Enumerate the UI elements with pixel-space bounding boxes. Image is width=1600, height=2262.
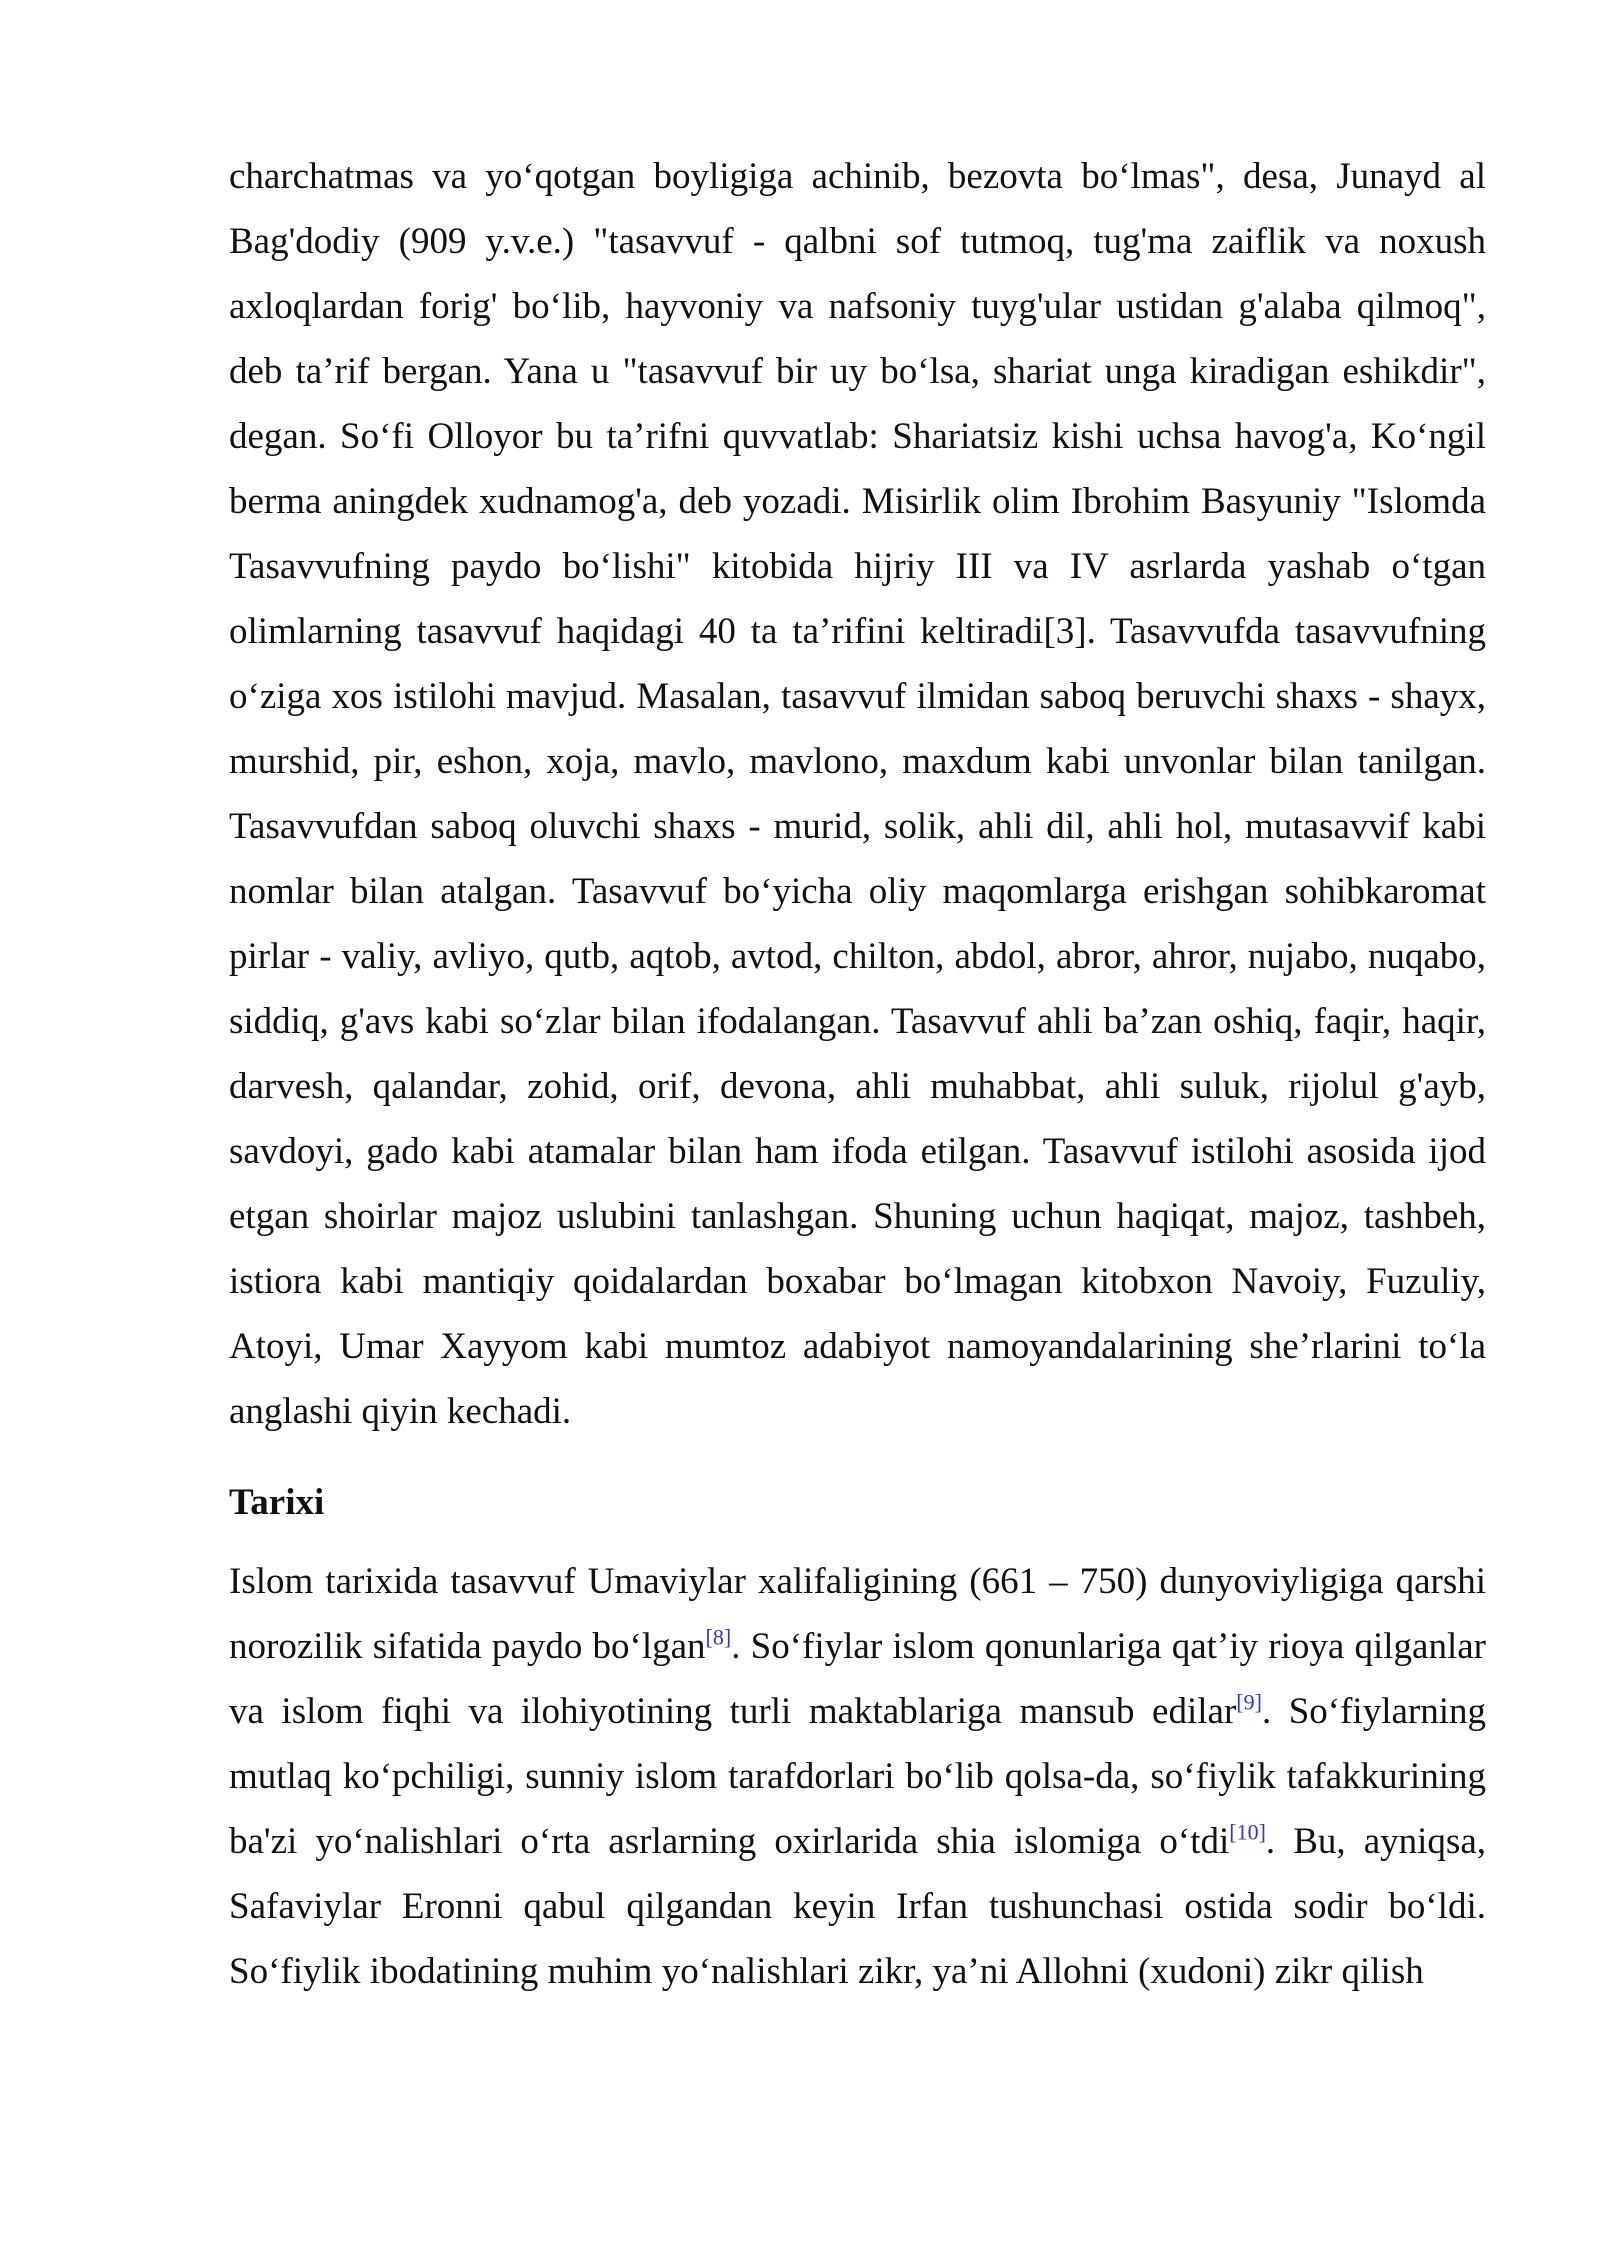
footnote-link-9[interactable]: [9] [1236, 1689, 1262, 1715]
document-page [229, 144, 1486, 2004]
footnote-link-10[interactable]: [10] [1229, 1819, 1266, 1845]
section-heading: Tarixi [229, 1482, 325, 1523]
section-text-part-1: Islom tarixida tasavvuf Umaviylar xalifaligining (661 – 750) dunyoviyligiga qarshi norozilik sifatida paydo bo‘lgan [229, 1561, 1486, 1667]
section-text-part-4: . Bu, ayniqsa, Safaviylar Eronni qabul qilgandan keyin Irfan tushunchasi ostida sodir bo‘ldi. So‘fiylik ibodatining muhim yo‘nalishlari zikr, ya’ni Allohni (xudoni) zikr qilish [229, 1821, 1486, 1992]
section-text-part-3: . So‘fiylarning mutlaq ko‘pchiligi, sunniy islom tarafdorlari bo‘lib qolsa-da, so‘fiylik tafakkurining ba'zi yo‘nalishlari o‘rta asrlarning oxirlarida shia islomiga o‘tdi [229, 1691, 1486, 1862]
footnote-link-8[interactable]: [8] [705, 1624, 732, 1650]
body-paragraph: charchatmas va yo‘qotgan boyligiga achinib, bezovta bo‘lmas", desa, Junayd al Bag'dodiy (909 y.v.e.) "tasavvuf - qalbni sof tutmoq, tug'ma zaiflik va noxush axloqlardan forig' bo‘lib, hayvoniy va nafsoniy tuyg'ular ustidan g'alaba qilmoq", deb ta’rif bergan. Yana u "tasavvuf bir uy bo‘lsa, shariat unga kiradigan eshikdir", degan. So‘fi Olloyor bu ta’rifni quvvatlab: Shariatsiz kishi uchsa havog'a, Ko‘ngil berma aningdek xudnamog'a, deb yozadi. Misirlik olim Ibrohim Basyuniy "Islomda Tasavvufning paydo bo‘lishi" kitobida hijriy III va IV asrlarda yashab o‘tgan olimlarning tasavvuf haqidagi 40 ta ta’rifini keltiradi[3]. Tasavvufda tasavvufning o‘ziga xos istilohi mavjud. Masalan, tasavvuf ilmidan saboq beruvchi shaxs - shayx, murshid, pir, eshon, xoja, mavlo, mavlono, maxdum kabi unvonlar bilan tanilgan. Tasavvufdan saboq oluvchi shaxs - murid, solik, ahli dil, ahli hol, mutasavvif kabi nomlar bilan atalgan. Tasavvuf bo‘yicha oliy maqomlarga erishgan sohibkaromat pirlar - valiy, avliyo, qutb, aqtob, avtod, chilton, abdol, abror, ahror, nujabo, nuqabo, siddiq, g'avs kabi so‘zlar bilan ifodalangan. Tasavvuf ahli ba’zan oshiq, faqir, haqir, darvesh, qalandar, zohid, orif, devona, ahli muhabbat, ahli suluk, rijolul g'ayb, savdoyi, gado kabi atamalar bilan ham ifoda etilgan. Tasavvuf istilohi asosida ijod etgan shoirlar majoz uslubini tanlashgan. Shuning uchun haqiqat, majoz, tashbeh, istiora kabi mantiqiy qoidalardan boxabar bo‘lmagan kitobxon Navoiy, Fuzuliy, Atoyi, Umar Xayyom kabi mumtoz adabiyot namoyandalarining she’rlarini to‘la anglashi qiyin kechadi. [229, 156, 1486, 1432]
section-text-part-2: . So‘fiylar islom qonunlariga qat’iy rioya qilganlar va islom fiqhi va ilohiyotining turli maktablariga mansub edilar [229, 1626, 1486, 1732]
section-paragraph [229, 1549, 1486, 2004]
